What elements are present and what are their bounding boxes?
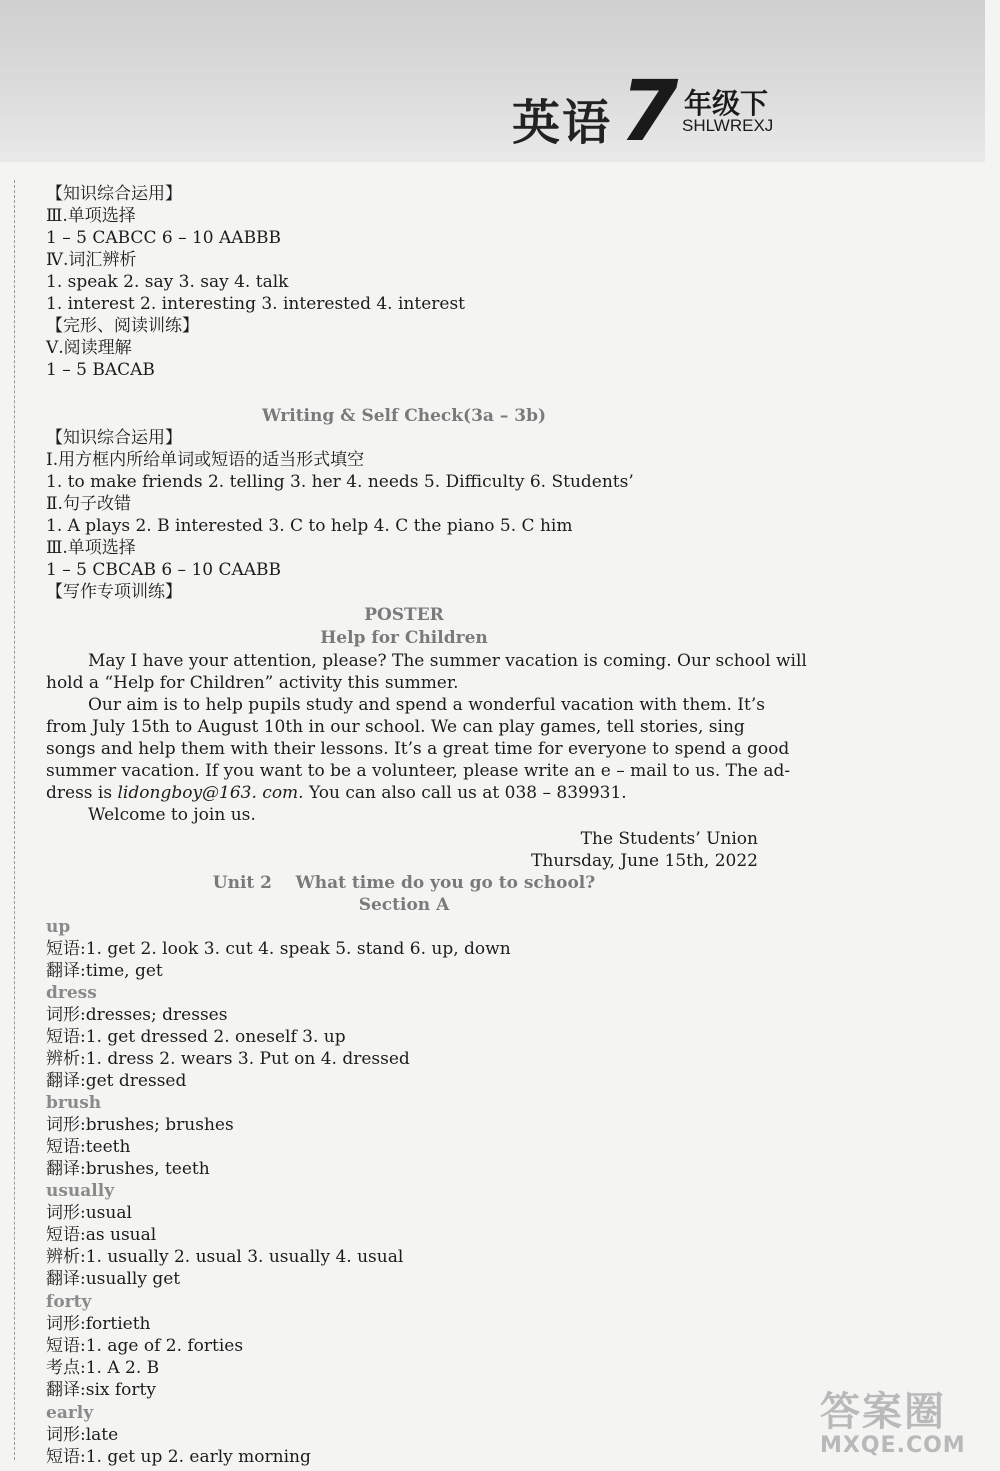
poster-text-line bbox=[46, 782, 627, 804]
poster-text-line: Welcome to join us. bbox=[88, 805, 256, 825]
subsection-heading: Ⅱ.句子改错 bbox=[46, 494, 131, 514]
vocab-line: 短语:teeth bbox=[46, 1137, 131, 1157]
poster-text-line: Our aim is to help pupils study and spend a wonderful vacation with them. It’s bbox=[88, 695, 765, 715]
poster-text-line: hold a “Help for Children” activity this summer. bbox=[46, 673, 459, 693]
section-heading: 【知识综合运用】 bbox=[46, 184, 182, 204]
poster-title: POSTER bbox=[364, 605, 444, 625]
subsection-heading: Ⅴ.阅读理解 bbox=[46, 338, 132, 358]
section-heading: 【完形、阅读训练】 bbox=[46, 316, 199, 336]
vocab-line: 短语:1. get dressed 2. oneself 3. up bbox=[46, 1027, 346, 1047]
answer-line: 1 – 5 CABCC 6 – 10 AABBB bbox=[46, 228, 282, 248]
grade-label: 年级下 bbox=[684, 87, 769, 120]
watermark-logo bbox=[820, 1380, 990, 1460]
vocab-keyword: up bbox=[46, 917, 71, 937]
answer-line: 1. speak 2. say 3. say 4. talk bbox=[46, 272, 289, 292]
vocab-keyword: usually bbox=[46, 1181, 115, 1201]
section-heading: 【知识综合运用】 bbox=[46, 428, 182, 448]
section-heading: 【写作专项训练】 bbox=[46, 582, 182, 602]
poster-text-fragment: dress is bbox=[46, 783, 118, 803]
subsection-heading: Ⅲ.单项选择 bbox=[46, 206, 136, 226]
vocab-line: 短语:as usual bbox=[46, 1225, 157, 1245]
vocab-line: 词形:fortieth bbox=[46, 1314, 151, 1334]
vocab-line: 词形:usual bbox=[46, 1203, 132, 1223]
vocab-line: 翻译:get dressed bbox=[46, 1071, 187, 1091]
poster-text-line: summer vacation. If you want to be a volunteer, please write an e – mail to us. The ad- bbox=[46, 761, 791, 781]
watermark-url: MXQE.COM bbox=[820, 1433, 966, 1458]
vocab-line: 词形:brushes; brushes bbox=[46, 1115, 234, 1135]
section-title: Section A bbox=[358, 895, 450, 915]
vocab-line: 短语:1. get up 2. early morning bbox=[46, 1447, 311, 1467]
vocab-keyword: dress bbox=[46, 983, 97, 1003]
vocab-line: 短语:1. get 2. look 3. cut 4. speak 5. stand 6. up, down bbox=[46, 939, 511, 959]
vocab-line: 辨析:1. usually 2. usual 3. usually 4. usual bbox=[46, 1247, 404, 1267]
answer-line: 1. interest 2. interesting 3. interested 4. interest bbox=[46, 294, 465, 314]
answer-line: 1 – 5 CBCAB 6 – 10 CAABB bbox=[46, 560, 282, 580]
poster-text-line: from July 15th to August 10th in our school. We can play games, tell stories, sing bbox=[46, 717, 745, 737]
grade-number: 7 bbox=[620, 62, 679, 160]
unit-title: Unit 2 What time do you go to school? bbox=[212, 873, 596, 893]
vocab-line: 词形:late bbox=[46, 1425, 119, 1445]
answer-line: 1 – 5 BACAB bbox=[46, 360, 155, 380]
poster-date: Thursday, June 15th, 2022 bbox=[531, 851, 758, 871]
vocab-keyword: early bbox=[46, 1403, 94, 1423]
vocab-line: 词形:dresses; dresses bbox=[46, 1005, 228, 1025]
vocab-line: 考点:1. A 2. B bbox=[46, 1358, 160, 1378]
poster-text-line: May I have your attention, please? The summer vacation is coming. Our school will bbox=[88, 651, 807, 671]
vocab-line: 短语:1. age of 2. forties bbox=[46, 1336, 244, 1356]
margin-dashed-line bbox=[14, 180, 15, 1460]
vocab-line: 翻译:brushes, teeth bbox=[46, 1159, 210, 1179]
vocab-keyword: forty bbox=[46, 1292, 92, 1312]
answer-line: 1. to make friends 2. telling 3. her 4. needs 5. Difficulty 6. Students’ bbox=[46, 472, 634, 492]
subsection-heading: Ⅰ.用方框内所给单词或短语的适当形式填空 bbox=[46, 450, 365, 470]
poster-text-fragment: You can also call us at 038 – 839931. bbox=[303, 783, 627, 803]
watermark-text: 答案圈 bbox=[820, 1389, 946, 1435]
vocab-line: 辨析:1. dress 2. wears 3. Put on 4. dressed bbox=[46, 1049, 410, 1069]
page-header bbox=[0, 0, 985, 162]
poster-signature: The Students’ Union bbox=[580, 829, 758, 849]
vocab-line: 翻译:time, get bbox=[46, 961, 163, 981]
book-code: SHLWREXJ bbox=[682, 116, 774, 135]
poster-subtitle: Help for Children bbox=[320, 628, 488, 648]
vocab-line: 翻译:usually get bbox=[46, 1269, 181, 1289]
answer-line: 1. A plays 2. B interested 3. C to help 4. C the piano 5. C him bbox=[46, 516, 573, 536]
writing-self-check-heading: Writing & Self Check(3a – 3b) bbox=[261, 406, 547, 426]
subject-title: 英语 bbox=[512, 95, 613, 151]
subsection-heading: Ⅲ.单项选择 bbox=[46, 538, 136, 558]
vocab-line: 翻译:six forty bbox=[46, 1380, 156, 1400]
poster-text-line: songs and help them with their lessons. It’s a great time for everyone to spend a good bbox=[46, 739, 790, 759]
poster-email: lidongboy@163. com. bbox=[117, 783, 304, 803]
subsection-heading: Ⅳ.词汇辨析 bbox=[46, 250, 137, 270]
vocab-keyword: brush bbox=[46, 1093, 102, 1113]
